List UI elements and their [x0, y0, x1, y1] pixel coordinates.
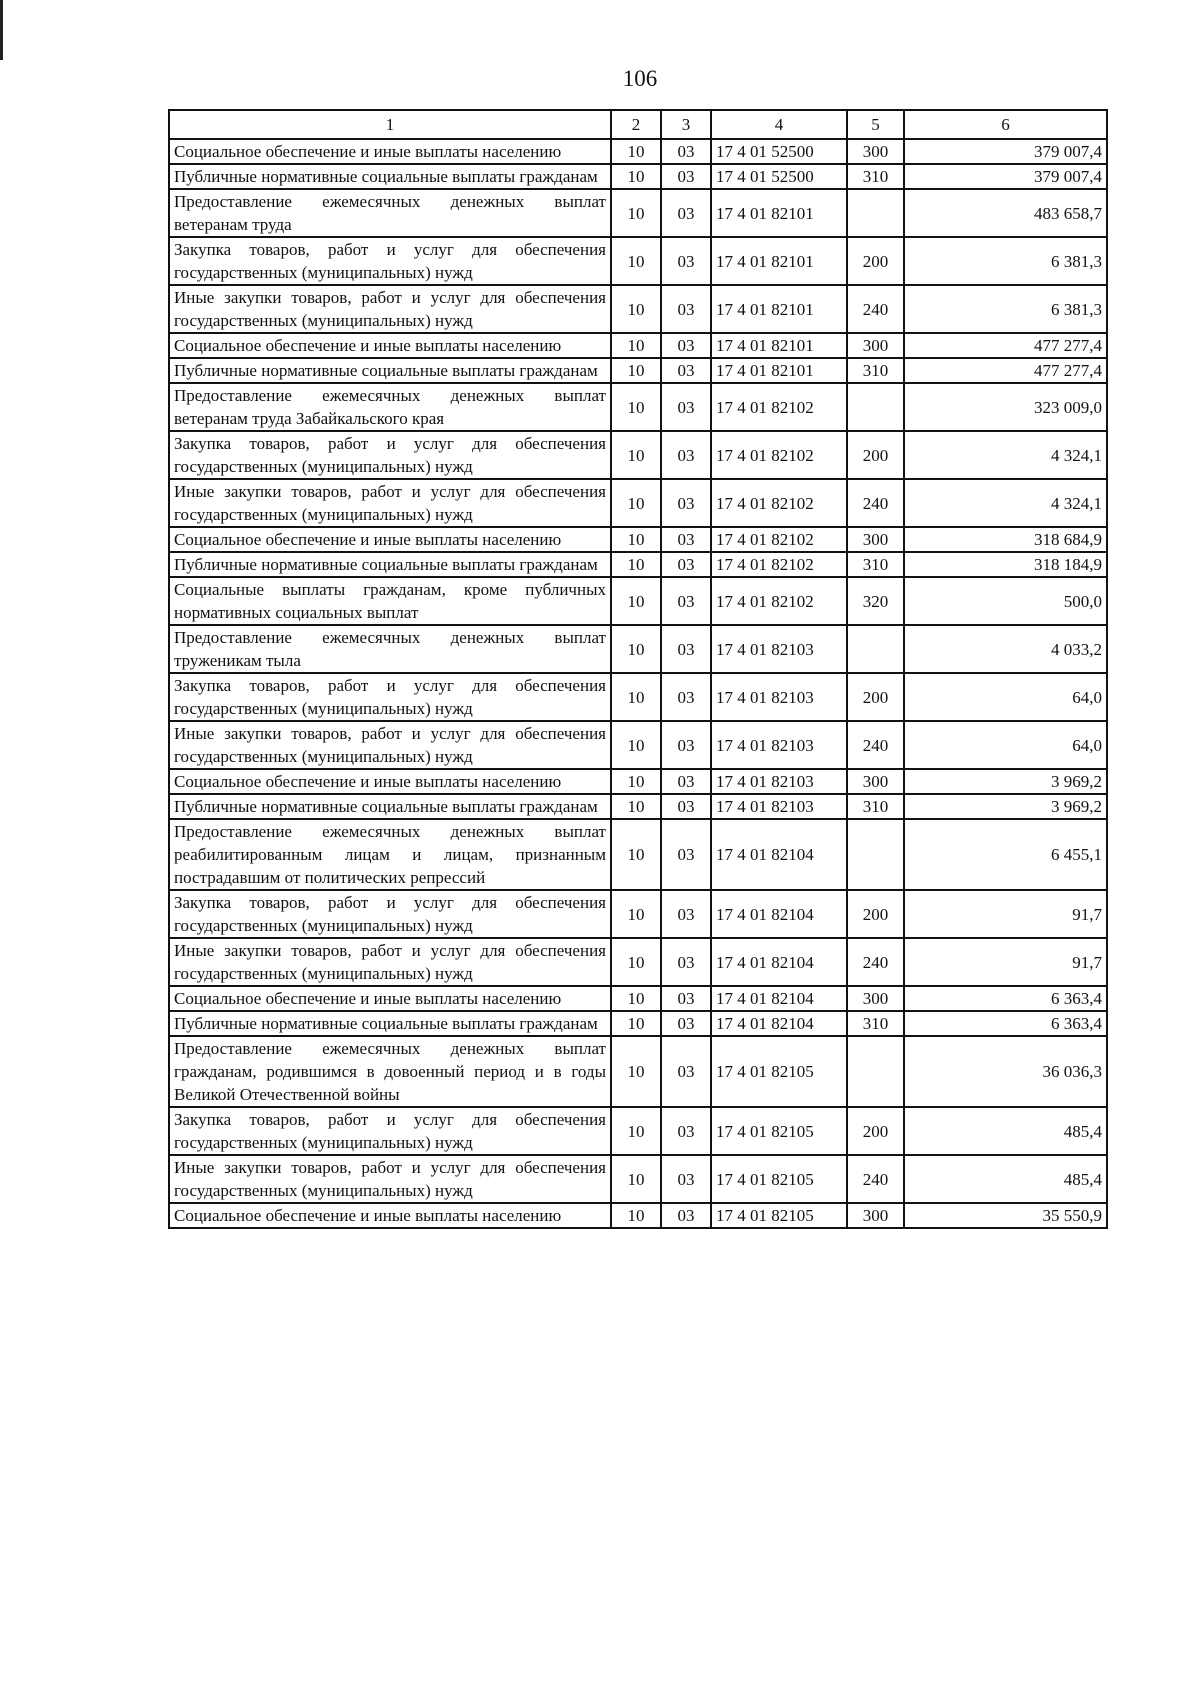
table-row: [169, 986, 1107, 1011]
cell-name: Закупка товаров, работ и услуг для обеспечения государственных (муниципальных) нужд: [169, 237, 611, 285]
cell-target-article: 17 4 01 82103: [711, 769, 847, 794]
cell-name: Социальное обеспечение и иные выплаты населению: [169, 769, 611, 794]
cell-expense-type: [847, 625, 904, 673]
cell-target-article: 17 4 01 82104: [711, 819, 847, 890]
cell-name: Публичные нормативные социальные выплаты гражданам: [169, 1011, 611, 1036]
table-header-row: [169, 110, 1107, 139]
cell-name: Иные закупки товаров, работ и услуг для обеспечения государственных (муниципальных) нужд: [169, 938, 611, 986]
cell-target-article: 17 4 01 82105: [711, 1107, 847, 1155]
cell-amount: 318 684,9: [904, 527, 1107, 552]
cell-subsection: 03: [661, 673, 711, 721]
cell-target-article: 17 4 01 82102: [711, 577, 847, 625]
cell-expense-type: 300: [847, 1203, 904, 1228]
cell-section: 10: [611, 1155, 661, 1203]
cell-amount: 4 033,2: [904, 625, 1107, 673]
column-header-name: 1: [169, 110, 611, 139]
table-row: [169, 527, 1107, 552]
cell-target-article: 17 4 01 82104: [711, 938, 847, 986]
cell-name: Иные закупки товаров, работ и услуг для обеспечения государственных (муниципальных) нужд: [169, 721, 611, 769]
cell-target-article: 17 4 01 82102: [711, 527, 847, 552]
cell-expense-type: 310: [847, 164, 904, 189]
table-row: [169, 237, 1107, 285]
cell-name: Социальное обеспечение и иные выплаты населению: [169, 527, 611, 552]
cell-section: 10: [611, 794, 661, 819]
cell-expense-type: 300: [847, 769, 904, 794]
table-row: [169, 431, 1107, 479]
cell-target-article: 17 4 01 82103: [711, 794, 847, 819]
cell-amount: 318 184,9: [904, 552, 1107, 577]
cell-name: Предоставление ежемесячных денежных выплат гражданам, родившимся в довоенный период и в годы Великой Отечественной войны: [169, 1036, 611, 1107]
cell-target-article: 17 4 01 82101: [711, 285, 847, 333]
table-row: [169, 383, 1107, 431]
table-row: [169, 673, 1107, 721]
cell-subsection: 03: [661, 189, 711, 237]
table-body: [169, 139, 1107, 1228]
cell-subsection: 03: [661, 1107, 711, 1155]
cell-target-article: 17 4 01 82102: [711, 431, 847, 479]
cell-expense-type: 310: [847, 794, 904, 819]
cell-amount: 500,0: [904, 577, 1107, 625]
table-row: [169, 890, 1107, 938]
cell-amount: 4 324,1: [904, 431, 1107, 479]
cell-section: 10: [611, 164, 661, 189]
table-row: [169, 577, 1107, 625]
cell-amount: 483 658,7: [904, 189, 1107, 237]
cell-subsection: 03: [661, 625, 711, 673]
cell-section: 10: [611, 479, 661, 527]
cell-subsection: 03: [661, 552, 711, 577]
cell-section: 10: [611, 1203, 661, 1228]
cell-expense-type: 320: [847, 577, 904, 625]
cell-amount: 485,4: [904, 1107, 1107, 1155]
cell-subsection: 03: [661, 1036, 711, 1107]
cell-subsection: 03: [661, 164, 711, 189]
cell-amount: 379 007,4: [904, 164, 1107, 189]
cell-amount: 3 969,2: [904, 794, 1107, 819]
cell-section: 10: [611, 986, 661, 1011]
cell-expense-type: 300: [847, 986, 904, 1011]
cell-amount: 477 277,4: [904, 358, 1107, 383]
cell-target-article: 17 4 01 82102: [711, 383, 847, 431]
cell-section: 10: [611, 1011, 661, 1036]
cell-target-article: 17 4 01 82102: [711, 552, 847, 577]
cell-target-article: 17 4 01 82104: [711, 986, 847, 1011]
table-row: [169, 164, 1107, 189]
cell-amount: 477 277,4: [904, 333, 1107, 358]
table-row: [169, 1107, 1107, 1155]
table-row: [169, 139, 1107, 164]
cell-name: Социальное обеспечение и иные выплаты населению: [169, 139, 611, 164]
cell-section: 10: [611, 431, 661, 479]
cell-expense-type: 240: [847, 479, 904, 527]
cell-expense-type: 240: [847, 285, 904, 333]
cell-name: Предоставление ежемесячных денежных выплат труженикам тыла: [169, 625, 611, 673]
cell-target-article: 17 4 01 82101: [711, 189, 847, 237]
cell-expense-type: [847, 1036, 904, 1107]
cell-target-article: 17 4 01 82105: [711, 1155, 847, 1203]
cell-section: 10: [611, 1036, 661, 1107]
cell-subsection: 03: [661, 237, 711, 285]
budget-table: [168, 109, 1108, 1229]
cell-section: 10: [611, 721, 661, 769]
cell-expense-type: 310: [847, 358, 904, 383]
cell-name: Закупка товаров, работ и услуг для обеспечения государственных (муниципальных) нужд: [169, 1107, 611, 1155]
cell-name: Социальные выплаты гражданам, кроме публичных нормативных социальных выплат: [169, 577, 611, 625]
cell-amount: 485,4: [904, 1155, 1107, 1203]
cell-target-article: 17 4 01 82103: [711, 625, 847, 673]
cell-subsection: 03: [661, 890, 711, 938]
cell-section: 10: [611, 237, 661, 285]
cell-subsection: 03: [661, 819, 711, 890]
table-row: [169, 189, 1107, 237]
cell-target-article: 17 4 01 52500: [711, 164, 847, 189]
cell-expense-type: 310: [847, 552, 904, 577]
cell-expense-type: 200: [847, 237, 904, 285]
table-row: [169, 819, 1107, 890]
cell-name: Публичные нормативные социальные выплаты гражданам: [169, 794, 611, 819]
cell-amount: 6 381,3: [904, 237, 1107, 285]
cell-section: 10: [611, 769, 661, 794]
cell-amount: 64,0: [904, 721, 1107, 769]
cell-name: Закупка товаров, работ и услуг для обеспечения государственных (муниципальных) нужд: [169, 890, 611, 938]
cell-expense-type: 310: [847, 1011, 904, 1036]
cell-name: Иные закупки товаров, работ и услуг для обеспечения государственных (муниципальных) нужд: [169, 479, 611, 527]
table-row: [169, 285, 1107, 333]
cell-name: Публичные нормативные социальные выплаты гражданам: [169, 552, 611, 577]
cell-name: Иные закупки товаров, работ и услуг для обеспечения государственных (муниципальных) нужд: [169, 1155, 611, 1203]
cell-subsection: 03: [661, 1155, 711, 1203]
cell-target-article: 17 4 01 82105: [711, 1203, 847, 1228]
cell-section: 10: [611, 552, 661, 577]
cell-subsection: 03: [661, 769, 711, 794]
table-row: [169, 1011, 1107, 1036]
cell-section: 10: [611, 333, 661, 358]
cell-name: Публичные нормативные социальные выплаты гражданам: [169, 164, 611, 189]
cell-section: 10: [611, 890, 661, 938]
cell-expense-type: 300: [847, 527, 904, 552]
cell-amount: 6 363,4: [904, 1011, 1107, 1036]
cell-subsection: 03: [661, 527, 711, 552]
cell-subsection: 03: [661, 139, 711, 164]
table-row: [169, 479, 1107, 527]
cell-subsection: 03: [661, 986, 711, 1011]
cell-expense-type: 200: [847, 1107, 904, 1155]
cell-subsection: 03: [661, 721, 711, 769]
cell-expense-type: 300: [847, 139, 904, 164]
table-row: [169, 1203, 1107, 1228]
cell-target-article: 17 4 01 82101: [711, 358, 847, 383]
cell-section: 10: [611, 139, 661, 164]
cell-expense-type: [847, 383, 904, 431]
table-row: [169, 552, 1107, 577]
cell-section: 10: [611, 285, 661, 333]
cell-amount: 91,7: [904, 890, 1107, 938]
cell-expense-type: [847, 189, 904, 237]
table-row: [169, 358, 1107, 383]
cell-section: 10: [611, 625, 661, 673]
cell-target-article: 17 4 01 82101: [711, 237, 847, 285]
page-number: 106: [622, 66, 658, 91]
cell-expense-type: 200: [847, 431, 904, 479]
column-header-section: 2: [611, 110, 661, 139]
cell-amount: 35 550,9: [904, 1203, 1107, 1228]
cell-name: Социальное обеспечение и иные выплаты населению: [169, 986, 611, 1011]
cell-name: Социальное обеспечение и иные выплаты населению: [169, 1203, 611, 1228]
table-row: [169, 721, 1107, 769]
cell-section: 10: [611, 189, 661, 237]
cell-subsection: 03: [661, 1203, 711, 1228]
cell-name: Предоставление ежемесячных денежных выплат ветеранам труда: [169, 189, 611, 237]
cell-target-article: 17 4 01 82102: [711, 479, 847, 527]
cell-expense-type: 300: [847, 333, 904, 358]
cell-amount: 323 009,0: [904, 383, 1107, 431]
table-row: [169, 625, 1107, 673]
cell-expense-type: 240: [847, 938, 904, 986]
cell-section: 10: [611, 938, 661, 986]
cell-amount: 36 036,3: [904, 1036, 1107, 1107]
cell-expense-type: 240: [847, 1155, 904, 1203]
cell-target-article: 17 4 01 82104: [711, 1011, 847, 1036]
cell-amount: 64,0: [904, 673, 1107, 721]
table-row: [169, 1155, 1107, 1203]
cell-subsection: 03: [661, 577, 711, 625]
column-header-amount: 6: [904, 110, 1107, 139]
cell-expense-type: 240: [847, 721, 904, 769]
table-row: [169, 938, 1107, 986]
column-header-subsection: 3: [661, 110, 711, 139]
cell-target-article: 17 4 01 82101: [711, 333, 847, 358]
cell-section: 10: [611, 358, 661, 383]
column-header-expense-type: 5: [847, 110, 904, 139]
table-row: [169, 1036, 1107, 1107]
cell-amount: 91,7: [904, 938, 1107, 986]
cell-subsection: 03: [661, 383, 711, 431]
cell-section: 10: [611, 577, 661, 625]
cell-subsection: 03: [661, 479, 711, 527]
cell-target-article: 17 4 01 82103: [711, 721, 847, 769]
table-row: [169, 333, 1107, 358]
cell-subsection: 03: [661, 358, 711, 383]
cell-target-article: 17 4 01 82104: [711, 890, 847, 938]
cell-section: 10: [611, 819, 661, 890]
cell-subsection: 03: [661, 431, 711, 479]
cell-subsection: 03: [661, 333, 711, 358]
cell-subsection: 03: [661, 285, 711, 333]
cell-subsection: 03: [661, 1011, 711, 1036]
cell-name: Публичные нормативные социальные выплаты гражданам: [169, 358, 611, 383]
cell-amount: 4 324,1: [904, 479, 1107, 527]
cell-amount: 6 455,1: [904, 819, 1107, 890]
cell-expense-type: 200: [847, 673, 904, 721]
cell-subsection: 03: [661, 938, 711, 986]
cell-section: 10: [611, 383, 661, 431]
cell-name: Социальное обеспечение и иные выплаты населению: [169, 333, 611, 358]
cell-section: 10: [611, 1107, 661, 1155]
cell-target-article: 17 4 01 52500: [711, 139, 847, 164]
cell-section: 10: [611, 527, 661, 552]
cell-subsection: 03: [661, 794, 711, 819]
cell-target-article: 17 4 01 82103: [711, 673, 847, 721]
cell-section: 10: [611, 673, 661, 721]
cell-amount: 379 007,4: [904, 139, 1107, 164]
table-row: [169, 794, 1107, 819]
cell-name: Закупка товаров, работ и услуг для обеспечения государственных (муниципальных) нужд: [169, 673, 611, 721]
table-row: [169, 769, 1107, 794]
cell-name: Закупка товаров, работ и услуг для обеспечения государственных (муниципальных) нужд: [169, 431, 611, 479]
cell-amount: 6 381,3: [904, 285, 1107, 333]
cell-name: Предоставление ежемесячных денежных выплат ветеранам труда Забайкальского края: [169, 383, 611, 431]
scan-margin-mark: [0, 0, 3, 60]
cell-target-article: 17 4 01 82105: [711, 1036, 847, 1107]
column-header-target-article: 4: [711, 110, 847, 139]
cell-name: Иные закупки товаров, работ и услуг для обеспечения государственных (муниципальных) нужд: [169, 285, 611, 333]
cell-name: Предоставление ежемесячных денежных выплат реабилитированным лицам и лицам, признанным пострадавшим от политических репрессий: [169, 819, 611, 890]
cell-amount: 6 363,4: [904, 986, 1107, 1011]
cell-expense-type: [847, 819, 904, 890]
cell-amount: 3 969,2: [904, 769, 1107, 794]
cell-expense-type: 200: [847, 890, 904, 938]
